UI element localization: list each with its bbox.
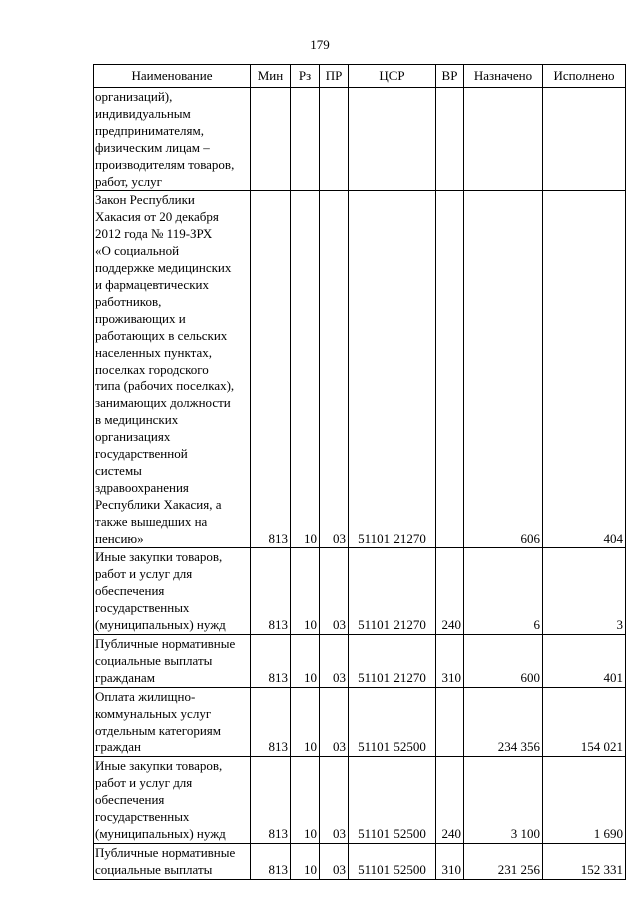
cell-min: 813 <box>251 635 291 688</box>
header-pr: ПР <box>320 65 349 88</box>
cell-name: Публичные нормативные социальные выплаты гражданам <box>94 635 251 688</box>
cell-assigned: 231 256 <box>464 843 543 879</box>
cell-csr: 51101 52500 <box>349 757 436 844</box>
cell-pr <box>320 88 349 191</box>
header-executed: Исполнено <box>543 65 626 88</box>
cell-pr: 03 <box>320 548 349 635</box>
cell-rz: 10 <box>291 757 320 844</box>
budget-table <box>93 64 626 880</box>
cell-rz: 10 <box>291 191 320 548</box>
cell-rz: 10 <box>291 687 320 757</box>
table-row <box>94 88 626 191</box>
cell-executed: 1 690 <box>543 757 626 844</box>
cell-vr: 240 <box>436 548 464 635</box>
header-assigned: Назначено <box>464 65 543 88</box>
table-row <box>94 843 626 879</box>
cell-name: Оплата жилищно- коммунальных услуг отдельным категориям граждан <box>94 687 251 757</box>
cell-executed <box>543 88 626 191</box>
cell-pr: 03 <box>320 687 349 757</box>
cell-min: 813 <box>251 548 291 635</box>
cell-executed: 3 <box>543 548 626 635</box>
cell-assigned: 6 <box>464 548 543 635</box>
cell-min: 813 <box>251 843 291 879</box>
cell-csr: 51101 52500 <box>349 843 436 879</box>
cell-pr: 03 <box>320 843 349 879</box>
cell-executed: 152 331 <box>543 843 626 879</box>
header-min: Мин <box>251 65 291 88</box>
header-name: Наименование <box>94 65 251 88</box>
cell-executed: 401 <box>543 635 626 688</box>
table-row <box>94 191 626 548</box>
cell-pr: 03 <box>320 635 349 688</box>
cell-rz: 10 <box>291 635 320 688</box>
header-vr: ВР <box>436 65 464 88</box>
cell-assigned: 234 356 <box>464 687 543 757</box>
table-row <box>94 757 626 844</box>
cell-executed: 404 <box>543 191 626 548</box>
table-row <box>94 635 626 688</box>
cell-min: 813 <box>251 687 291 757</box>
cell-vr <box>436 191 464 548</box>
cell-rz: 10 <box>291 843 320 879</box>
cell-vr <box>436 88 464 191</box>
cell-name: Публичные нормативные социальные выплаты <box>94 843 251 879</box>
header-csr: ЦСР <box>349 65 436 88</box>
cell-assigned: 600 <box>464 635 543 688</box>
cell-min: 813 <box>251 757 291 844</box>
cell-min <box>251 88 291 191</box>
cell-csr: 51101 21270 <box>349 191 436 548</box>
cell-csr <box>349 88 436 191</box>
cell-pr: 03 <box>320 191 349 548</box>
table-header-row <box>94 65 626 88</box>
cell-name: Иные закупки товаров, работ и услуг для обеспечения государственных (муниципальных) нужд <box>94 757 251 844</box>
cell-vr: 240 <box>436 757 464 844</box>
cell-executed: 154 021 <box>543 687 626 757</box>
cell-csr: 51101 21270 <box>349 548 436 635</box>
table-row <box>94 687 626 757</box>
cell-assigned <box>464 88 543 191</box>
cell-rz: 10 <box>291 548 320 635</box>
table-row <box>94 548 626 635</box>
cell-csr: 51101 21270 <box>349 635 436 688</box>
cell-vr: 310 <box>436 843 464 879</box>
cell-name: Закон Республики Хакасия от 20 декабря 2012 года № 119-ЗРХ «О социальной поддержке медицинских и фармацевтических работников, проживающих и работающих в сельских населенных пунктах, поселках городского типа (рабочих поселках), занимающих должности в медицинских организациях государственной системы здравоохранения Республики Хакасия, а также вышедших на пенсию» <box>94 191 251 548</box>
cell-name: Иные закупки товаров, работ и услуг для обеспечения государственных (муниципальных) нужд <box>94 548 251 635</box>
cell-pr: 03 <box>320 757 349 844</box>
header-rz: Рз <box>291 65 320 88</box>
cell-csr: 51101 52500 <box>349 687 436 757</box>
cell-vr <box>436 687 464 757</box>
cell-assigned: 606 <box>464 191 543 548</box>
cell-assigned: 3 100 <box>464 757 543 844</box>
cell-min: 813 <box>251 191 291 548</box>
cell-name: организаций), индивидуальным предпринимателям, физическим лицам – производителям товаров, работ, услуг <box>94 88 251 191</box>
cell-vr: 310 <box>436 635 464 688</box>
page-number: 179 <box>310 37 330 52</box>
cell-rz <box>291 88 320 191</box>
